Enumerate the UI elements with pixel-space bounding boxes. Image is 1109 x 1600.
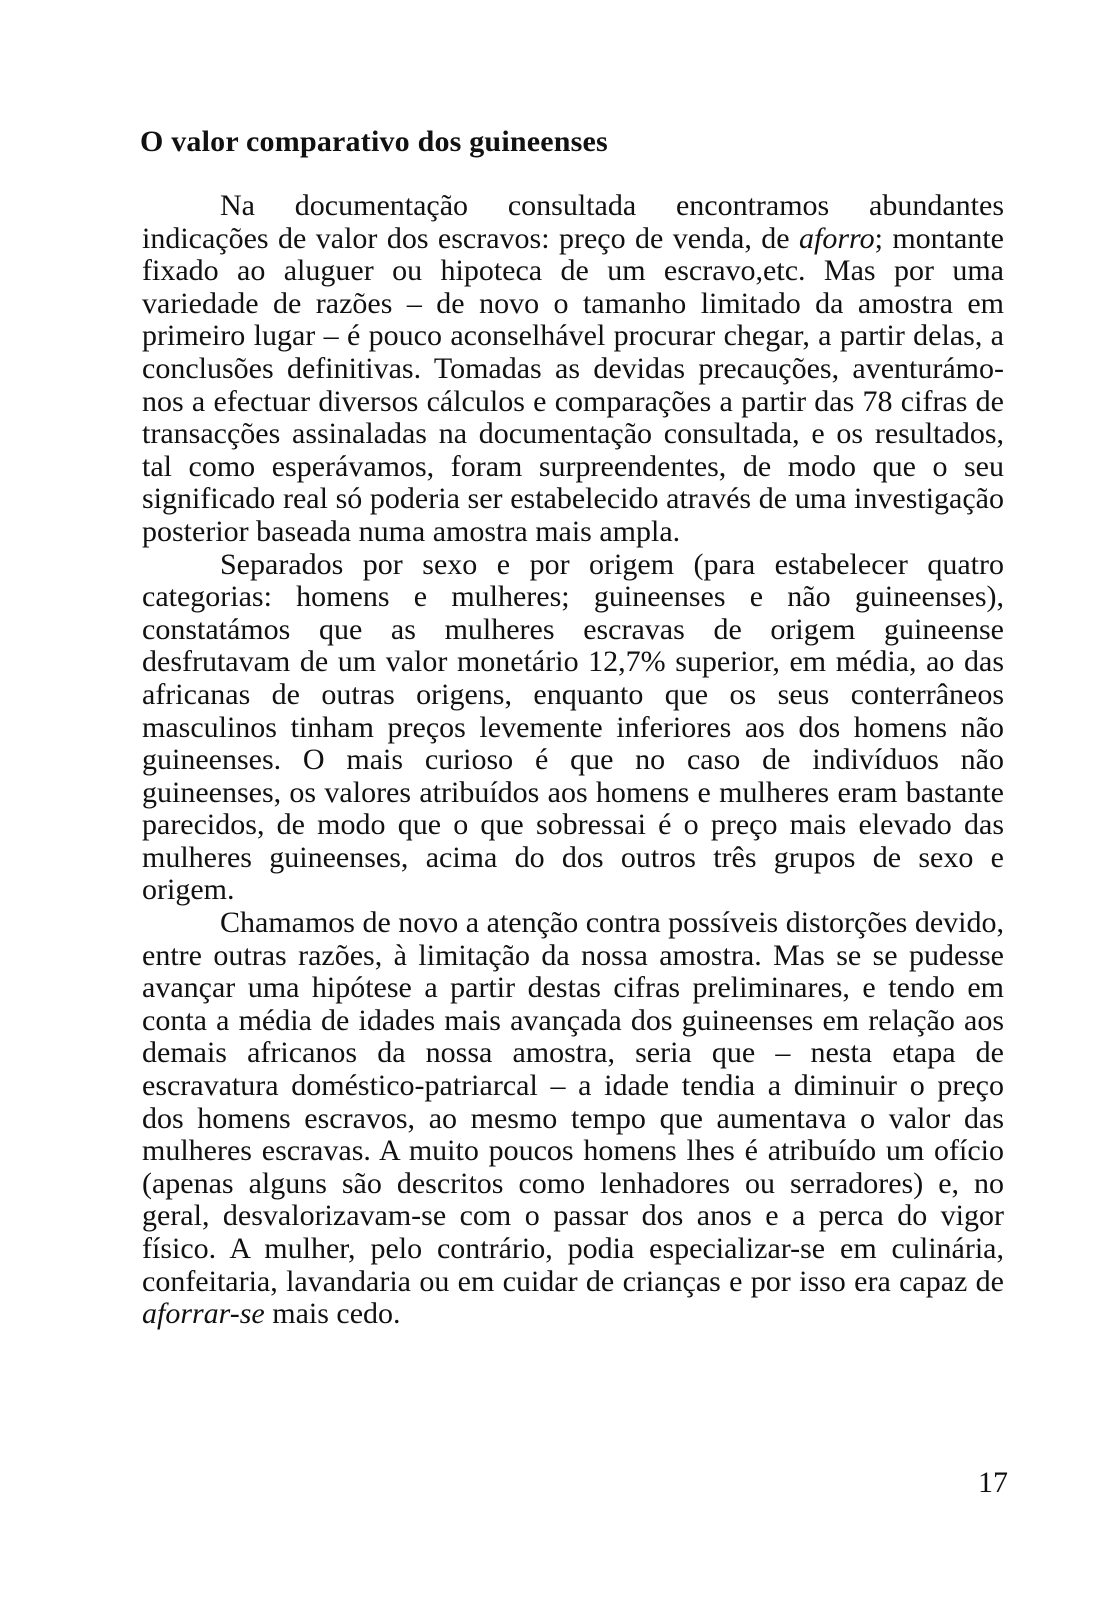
section-heading: O valor comparativo dos guineenses — [140, 125, 608, 158]
text-run: mais cedo. — [264, 1297, 401, 1331]
paragraph-3 — [142, 907, 1004, 1331]
italic-term-aforro: aforro — [799, 221, 875, 255]
text-run: Chamamos de novo a atenção contra possíveis distorções devido, entre outras razões, à limitação da nossa amostra. Mas se se pudesse avançar uma hipótese a partir destas cifras preliminares, e tendo em conta a média de idades mais avançada dos guineenses em relação aos demais africanos da nossa amostra, seria que – nesta etapa de escravatura doméstico-patriarcal – a idade tendia a diminuir o preço dos homens escravos, ao mesmo tempo que aumentava o valor das mulheres escravas. A muito poucos homens lhes é atribuído um ofício (apenas alguns são descritos como lenhadores ou serradores) e, no geral, desvalorizavam-se com o passar dos anos e a perca do vigor físico. A mulher, pelo contrário, podia especializar-se em culinária, confeitaria, lavandaria ou em cuidar de crianças e por isso era capaz de — [142, 906, 1004, 1298]
paragraph-2: Separados por sexo e por origem (para estabelecer quatro categorias: homens e mulheres; guineenses e não guineenses), constatámos que as mulheres escravas de origem guineense desfrutavam de um valor monetário 12,7% superior, em média, ao das africanas de outras origens, enquanto que os seus conterrâneos masculinos tinham preços levemente inferiores aos dos homens não guineenses. O mais curioso é que no caso de indivíduos não guineenses, os valores atribuídos aos homens e mulheres eram bastante parecidos, de modo que o que sobressai é o preço mais elevado das mulheres guineenses, acima do dos outros três grupos de sexo e origem. — [142, 547, 1004, 907]
italic-term-aforrar-se: aforrar-se — [142, 1297, 265, 1331]
text-run: ; montante fixado ao aluguer ou hipoteca de um escravo,etc. Mas por uma variedade de razões – de novo o tamanho limitado da amostra em primeiro lugar – é pouco aconselhável procurar chegar, a partir delas, a conclusões definitivas. Tomadas as devidas precauções, aventurámo-nos a efectuar diversos cálculos e comparações a partir das 78 cifras de transacções assinaladas na documentação consultada, e os resultados, tal como esperávamos, foram surpreendentes, de modo que o seu significado real só poderia ser estabelecido através de uma investigação posterior baseada numa amostra mais ampla. — [142, 221, 1004, 548]
page-number: 17 — [978, 1466, 1008, 1499]
paragraph-1 — [142, 190, 1004, 549]
text-run: Na documentação consultada encontramos abundantes indicações de valor dos escravos: preço de venda, de — [142, 189, 1004, 255]
body-text — [142, 190, 1004, 1331]
